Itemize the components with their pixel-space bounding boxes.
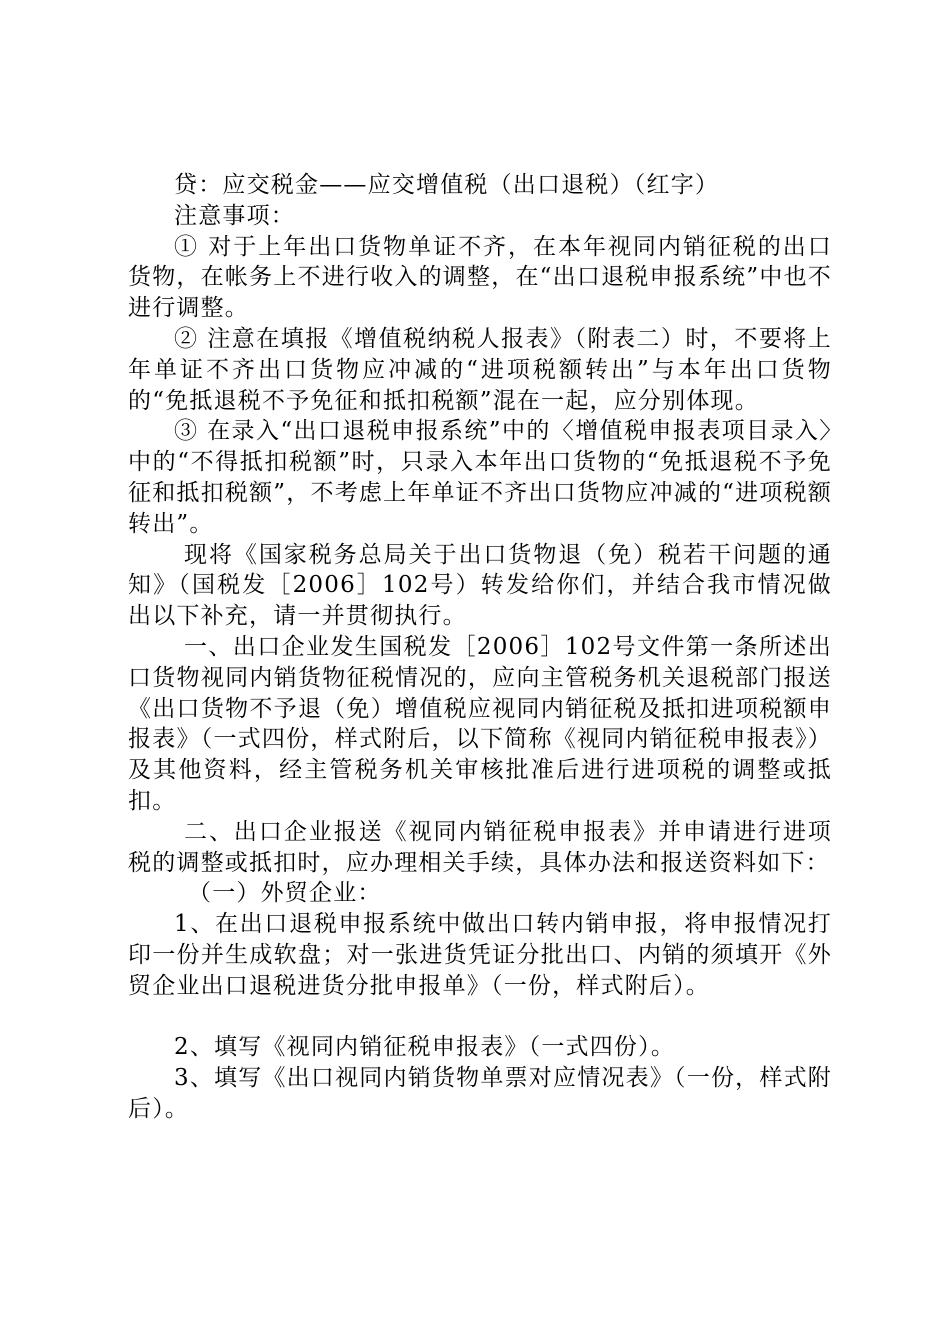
paragraph-note-2: ② 注意在填报《增值税纳税人报表》（附表二）时，不要将上年单证不齐出口货物应冲减的“进项税额转出”与本年出口货物的“免抵退税不予免征和抵扣税额”混在一起，应分别体现。 xyxy=(128,325,832,414)
paragraph-item-1: 1、在出口退税申报系统中做出口转内销申报，将申报情况打印一份并生成软盘；对一张进货凭证分批出口、内销的须填开《外贸企业出口退税进货分批申报单》（一份，样式附后）。 xyxy=(128,911,832,999)
paragraph-section-1: 一、出口企业发生国税发［2006］102号文件第一条所述出口货物视同内销货物征税情况的，应向主管税务机关退税部门报送《出口货物不予退（免）增值税应视同内销征税及抵扣进项税额申报表》（一式四份，样式附后，以下简称《视同内销征税申报表》）及其他资料，经主管税务机关审核批准后进行进项税的调整或抵扣。 xyxy=(128,633,832,814)
blank-line xyxy=(128,1002,832,1033)
paragraph-subsection-foreign-trade: （一）外贸企业： xyxy=(188,880,382,907)
paragraph-note-1: ① 对于上年出口货物单证不齐，在本年视同内销征税的出口货物，在帐务上不进行收入的调整，在“出口退税申报系统”中也不进行调整。 xyxy=(128,233,832,322)
paragraph-forwarding-notice: 现将《国家税务总局关于出口货物退（免）税若干问题的通知》（国税发［2006］102号）转发给你们，并结合我市情况做出以下补充，请一并贯彻执行。 xyxy=(128,541,832,630)
paragraph-note-3: ③ 在录入“出口退税申报系统”中的〈增值税申报表项目录入〉中的“不得抵扣税额”时，只录入本年出口货物的“免抵退税不予免征和抵扣税额”，不考虑上年单证不齐出口货物应冲减的“进项税额转出”。 xyxy=(128,418,832,537)
paragraph-credit-entry: 贷：应交税金——应交增值税（出口退税）（红字） xyxy=(174,172,720,198)
paragraph-item-2: 2、填写《视同内销征税申报表》（一式四份）。 xyxy=(174,1034,676,1061)
paragraph-item-3: 3、填写《出口视同内销货物单票对应情况表》（一份，样式附后）。 xyxy=(128,1065,832,1122)
paragraph-section-2: 二、出口企业报送《视同内销征税申报表》并申请进行进项税的调整或抵扣时，应办理相关手续，具体办法和报送资料如下： xyxy=(128,818,832,876)
document-body xyxy=(128,170,832,1125)
paragraph-notes-heading: 注意事项： xyxy=(174,202,295,229)
